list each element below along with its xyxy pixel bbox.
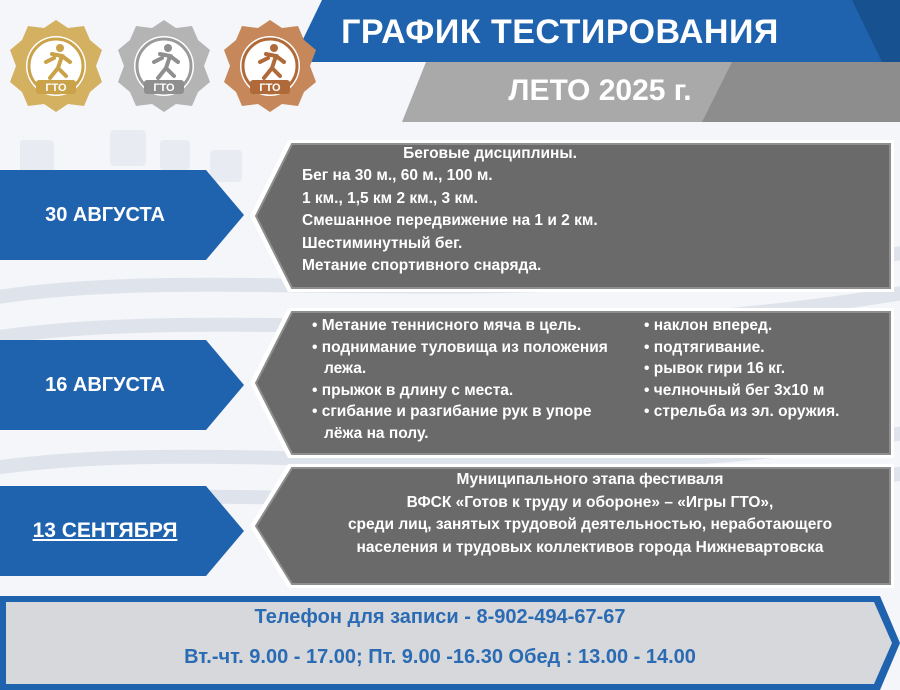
svg-text:ГТО: ГТО — [45, 82, 67, 94]
list-item: 1 км., 1,5 км 2 км., 3 км. — [302, 189, 478, 207]
list-item: Муниципального этапа фестиваля — [456, 471, 724, 488]
list-item: Смешанное передвижение на 1 и 2 км. — [302, 212, 598, 229]
list-item: • Метание теннисного мяча в цель. — [312, 315, 632, 337]
phone-line: Телефон для записи - 8-902-494-67-67 — [254, 606, 626, 628]
list-item: • наклон вперед. — [644, 315, 884, 337]
festival-description — [290, 469, 890, 559]
svg-text:ГТО: ГТО — [259, 82, 281, 94]
working-hours: Вт.-чт. 9.00 - 17.00; Пт. 9.00 -16.30 Обед : 13.00 - 14.00 — [184, 646, 696, 668]
exercise-list-right — [644, 315, 884, 423]
list-item: ВФСК «Готов к труду и обороне» – «Игры ГТО», — [406, 493, 774, 511]
list-item: • рывок гири 16 кг. — [644, 358, 884, 380]
page-subtitle: ЛЕТО 2025 г. — [508, 74, 692, 107]
list-item: • челночный бег 3х10 м — [644, 380, 884, 402]
list-item: Метание спортивного снаряда. — [302, 257, 542, 274]
date-label-3: 13 СЕНТЯБРЯ — [32, 519, 178, 542]
list-item: • поднимание туловища из положения лежа. — [312, 337, 632, 380]
list-item: Шестиминутный бег. — [302, 234, 463, 252]
page-title: ГРАФИК ТЕСТИРОВАНИЯ — [341, 12, 779, 51]
date-label-1: 30 АВГУСТА — [45, 203, 165, 226]
bronze-gto-badge-icon — [222, 18, 318, 114]
silver-gto-badge-icon — [116, 18, 212, 114]
date-label-2: 16 АВГУСТА — [45, 373, 165, 396]
exercise-list-left — [312, 315, 632, 444]
svg-text:ГТО: ГТО — [153, 82, 175, 94]
list-item: • стрельба из эл. оружия. — [644, 401, 884, 423]
list-item: Бег на 30 м., 60 м., 100 м. — [302, 167, 493, 184]
list-item: • прыжок в длину с места. — [312, 380, 632, 402]
running-list — [302, 165, 862, 278]
list-item: • сгибание и разгибание рук в упоре лёжа на полу. — [312, 401, 632, 444]
gold-gto-badge-icon — [8, 18, 104, 114]
list-item: населения и трудовых коллективов города Нижневартовска — [356, 538, 824, 556]
panel-heading-running: Беговые дисциплины. — [403, 145, 577, 162]
list-item: • подтягивание. — [644, 337, 884, 359]
list-item: среди лиц, занятых трудовой деятельностью, неработающего — [347, 516, 833, 533]
